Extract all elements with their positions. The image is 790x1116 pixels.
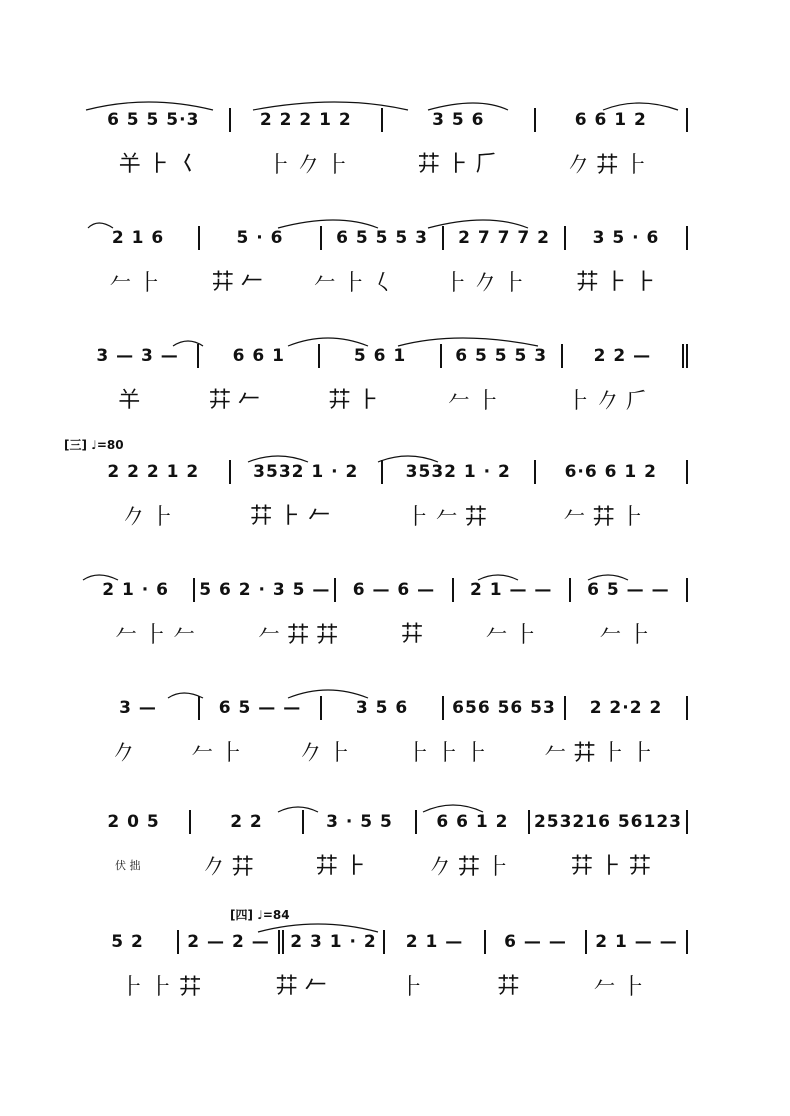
barline	[686, 930, 688, 954]
quarter-note-icon: ♩	[257, 908, 263, 922]
section-label: [四]	[230, 908, 253, 922]
measure: 2 — 2 —	[187, 932, 270, 952]
tablature-group: 𠂊 𦬇	[202, 854, 254, 880]
tablature-group: 𠂉 ⺊ 𡿨	[313, 270, 394, 296]
score-system-8	[78, 922, 688, 1008]
section-header	[64, 436, 124, 453]
measure: 2 1 · 6	[102, 580, 169, 600]
barline	[686, 460, 688, 484]
tablature-line	[78, 842, 688, 888]
tablature-group: 𠂊 ⺊	[299, 740, 351, 766]
tablature-line	[78, 728, 688, 774]
score-system-2	[78, 218, 688, 304]
notation-line	[78, 688, 688, 728]
measure: 3 — 3 —	[96, 346, 179, 366]
tablature-group: 𦬇	[400, 621, 423, 647]
measure: 5 6 1	[353, 346, 407, 366]
measure: 2 2 —	[593, 346, 652, 366]
measure: 6 5 — —	[587, 580, 670, 600]
notation-line	[78, 570, 688, 610]
tablature-group: 𠂉 ⺊	[191, 740, 243, 766]
tablature-group: ⺊ 𠂊 ⺊	[268, 152, 349, 178]
tablature-group: 𠂊 ⺊	[122, 504, 174, 530]
measure: 3 5 6	[355, 698, 409, 718]
tablature-group: 𠂉 ⺊	[593, 974, 645, 1000]
tablature-line	[78, 376, 688, 422]
notation-line	[78, 100, 688, 140]
measure: 6 6 1	[232, 346, 285, 366]
measure: 2 7 7 7 2	[458, 228, 550, 248]
measure: 6 6 1 2	[436, 812, 509, 832]
tablature-line	[78, 610, 688, 656]
measure: 2 1 —	[405, 932, 464, 952]
tablature-group: 𠂉 𦬇 ⺊	[563, 504, 644, 530]
measure: 656 56 53	[452, 698, 556, 718]
notation-line	[78, 336, 688, 376]
score-system-6	[78, 688, 688, 774]
measure: 2 1 — —	[595, 932, 678, 952]
measure: 2 2·2 2	[589, 698, 663, 718]
measure: 5 · 6	[236, 228, 284, 248]
tablature-group: 𦬇 𠂉	[275, 973, 327, 999]
tablature-group: 𠂉 ⺊	[599, 622, 651, 648]
tablature-group: ⺊ ⺊ 𦬇	[121, 974, 202, 1000]
quarter-note-icon: ♩	[91, 438, 97, 452]
measure: 6 5 5 5 3	[455, 346, 548, 366]
measure: 3532 1 · 2	[253, 462, 359, 482]
tablature-group: 𦬇	[497, 973, 520, 999]
double-barline	[682, 344, 688, 368]
tablature-group: 𦬇 ⺊ 𦬇	[570, 853, 651, 879]
tablature-group: 𠂊 𦬇 ⺊	[567, 152, 648, 178]
tablature-group: 𠂉 ⺊ 𠂉	[115, 622, 196, 648]
tempo-marking: =84	[262, 908, 290, 922]
tablature-group: 𢆉 ⺊ 𡿨	[118, 151, 199, 177]
measure: 6·6 6 1 2	[564, 462, 657, 482]
tablature-group: 𠂉 𦬇 𦬇	[258, 622, 339, 648]
tablature-group: 𦬇 ⺊	[315, 853, 367, 879]
measure: 3532 1 · 2	[405, 462, 511, 482]
measure: 3 5 · 6	[592, 228, 660, 248]
barline	[686, 578, 688, 602]
tablature-group: 𠂉 ⺊	[109, 270, 161, 296]
score-system-7	[78, 802, 688, 888]
tablature-group: ⺊ ⺊ ⺊	[407, 740, 488, 766]
tablature-group: 𦬇 𠂉	[211, 269, 263, 295]
tempo-marking: =80	[96, 438, 124, 452]
barline	[686, 810, 688, 834]
score-system-4	[78, 452, 688, 538]
tablature-line	[78, 492, 688, 538]
tablature-group: ⺊ 𠂊 ⺊	[445, 270, 526, 296]
section-label: [三]	[64, 438, 87, 452]
measure: 6 — —	[504, 932, 567, 952]
score-system-5	[78, 570, 688, 656]
tablature-group: 𦬇 𠂉	[208, 387, 260, 413]
measure: 5 2	[111, 932, 144, 952]
tablature-line	[78, 962, 688, 1008]
barline	[686, 696, 688, 720]
measure: 2 2 2 1 2	[259, 110, 352, 130]
measure: 3 —	[119, 698, 157, 718]
tablature-group: ⺊	[400, 974, 423, 1000]
notation-line	[78, 218, 688, 258]
measure: 2 1 — —	[469, 580, 553, 600]
tablature-group: 𠂉 𦬇 ⺊ ⺊	[544, 740, 654, 766]
measure: 6 5 — —	[218, 698, 302, 718]
score-system-3	[78, 336, 688, 422]
tablature-group: 𦬇 ⺊	[328, 387, 380, 413]
tablature-group: 𦬇 ⺊ 𠂉	[250, 503, 331, 529]
measure: 2 2	[230, 812, 263, 832]
measure: 6 5 5 5·3	[107, 110, 200, 130]
tablature-group: 𠂊	[112, 740, 135, 766]
tablature-line	[78, 140, 688, 186]
tablature-group: 𦬇 ⺊ ⺊	[576, 269, 657, 295]
tablature-group: 𢆉	[118, 387, 141, 413]
measure: 2 2 2 1 2	[107, 462, 200, 482]
measure: 3 5 6	[432, 110, 485, 130]
measure: 253216 56123	[533, 812, 682, 832]
measure: 2 3 1 · 2	[290, 932, 377, 952]
tablature-group: 伏 拙	[115, 859, 141, 872]
tablature-group: 𠂉 ⺊	[448, 388, 500, 414]
measure: 5 6 2 · 3 5 —	[199, 580, 331, 600]
notation-line	[78, 922, 688, 962]
tablature-group: 𠂉 ⺊	[485, 622, 537, 648]
tablature-group: 𠂊 𦬇 ⺊	[428, 854, 509, 880]
tablature-group: 𦬇 ⺊ 𠂆	[417, 151, 498, 177]
tablature-group: ⺊ 𠂉 𦬇	[406, 504, 487, 530]
measure: 3 · 5 5	[326, 812, 393, 832]
section-header	[230, 906, 290, 923]
measure: 2 0 5	[107, 812, 160, 832]
tablature-group: ⺊ 𠂊 𠂆	[567, 388, 648, 414]
score-system-1	[78, 100, 688, 186]
measure: 2 1 6	[111, 228, 165, 248]
barline	[686, 226, 688, 250]
measure: 6 6 1 2	[574, 110, 647, 130]
tablature-line	[78, 258, 688, 304]
measure: 6 — 6 —	[352, 580, 436, 600]
barline	[686, 108, 688, 132]
notation-line	[78, 802, 688, 842]
measure: 6 5 5 5 3	[336, 228, 428, 248]
notation-line	[78, 452, 688, 492]
